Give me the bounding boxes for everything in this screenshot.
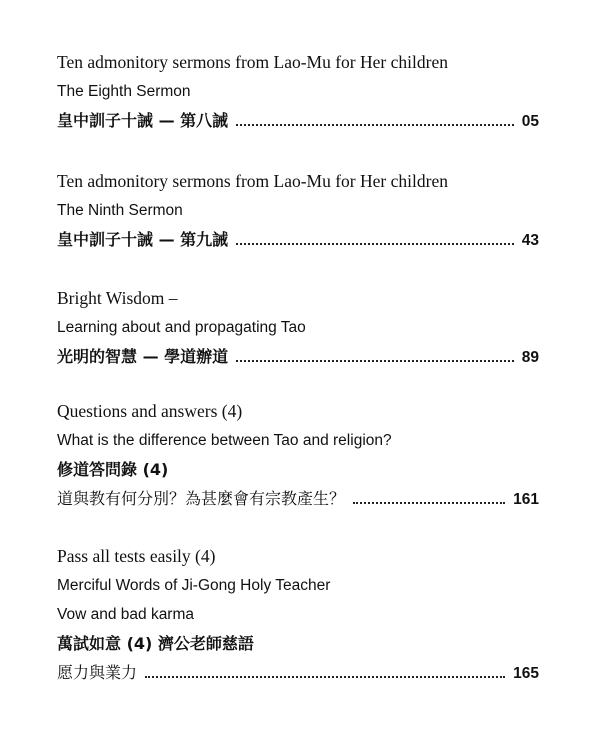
entry-subtitle-2: Vow and bad karma: [57, 606, 195, 623]
toc-line[interactable]: [57, 106, 539, 135]
entry-subtitle: What is the difference between Tao and religion?: [57, 432, 392, 449]
toc-entry: [57, 167, 539, 254]
entry-chinese-title: 道與教有何分別？為甚麼會有宗教產生？: [57, 489, 346, 508]
dot-leader: [236, 243, 514, 245]
toc-line[interactable]: [57, 225, 539, 254]
entry-chinese-heading: 修道答問錄 (4): [57, 460, 169, 479]
toc-entry: [57, 542, 539, 687]
entry-subtitle: Learning about and propagating Tao: [57, 319, 306, 336]
toc-entry: [57, 284, 539, 371]
entry-chinese-title: 皇中訓子十誡 — 第八誡: [57, 111, 229, 130]
entry-subtitle: Merciful Words of Ji-Gong Holy Teacher: [57, 577, 331, 594]
page-number: 43: [521, 232, 539, 249]
page-number: 161: [513, 491, 539, 508]
page-number: 165: [513, 665, 539, 682]
toc-line[interactable]: [57, 342, 539, 371]
dot-leader: [236, 360, 514, 362]
toc-entry: [57, 48, 539, 135]
entry-chinese-title: 光明的智慧 — 學道辦道: [57, 347, 229, 366]
entry-subtitle: The Ninth Sermon: [57, 202, 183, 219]
entry-subtitle: The Eighth Sermon: [57, 83, 191, 100]
dot-leader: [236, 124, 514, 126]
toc-entry: [57, 397, 539, 513]
page-number: 89: [521, 349, 539, 366]
entry-title: Pass all tests easily (4): [57, 546, 216, 566]
entry-chinese-heading: 萬試如意 (4) 濟公老師慈語: [57, 634, 254, 653]
entry-title: Ten admonitory sermons from Lao-Mu for Her children: [57, 171, 448, 191]
entry-chinese-title: 愿力與業力: [57, 663, 138, 682]
dot-leader: [145, 676, 505, 678]
toc-line[interactable]: [57, 658, 539, 687]
entry-title: Bright Wisdom –: [57, 288, 178, 308]
dot-leader: [353, 502, 505, 504]
entry-title: Questions and answers (4): [57, 401, 243, 421]
entry-chinese-title: 皇中訓子十誡 — 第九誡: [57, 230, 229, 249]
toc-line[interactable]: [57, 484, 539, 513]
entry-title: Ten admonitory sermons from Lao-Mu for Her children: [57, 52, 448, 72]
page-number: 05: [521, 113, 539, 130]
